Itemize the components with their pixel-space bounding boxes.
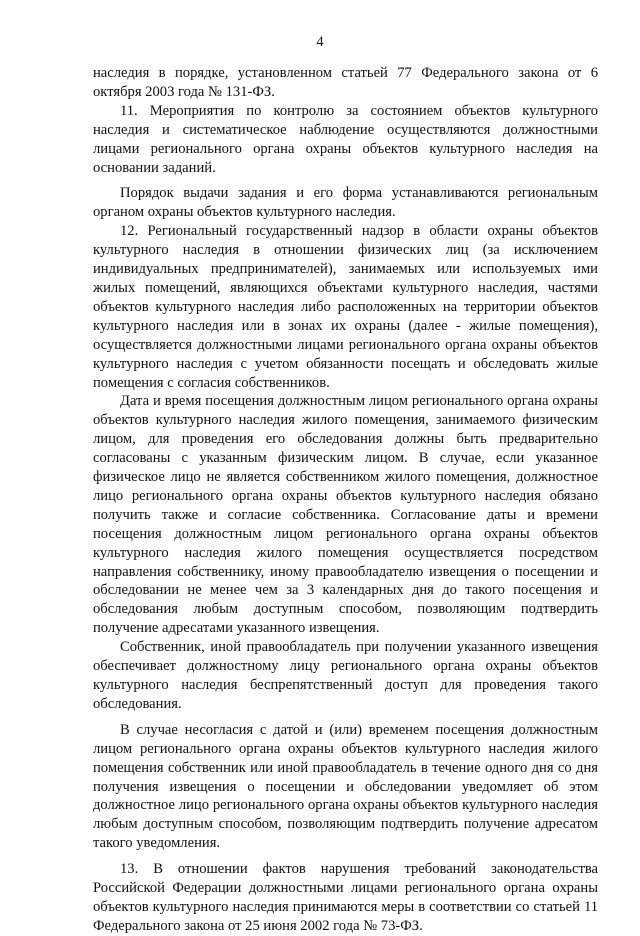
document-body bbox=[93, 64, 598, 936]
paragraph-continuation: наследия в порядке, установленном статьей 77 Федерального закона от 6 октября 2003 года № 131-ФЗ. bbox=[93, 65, 598, 100]
paragraph-task-procedure: Порядок выдачи задания и его форма устанавливаются региональным органом охраны объектов культурного наследия. bbox=[93, 185, 598, 221]
paragraph-item-11: 11. Мероприятия по контролю за состоянием объектов культурного наследия и систематическое наблюдение осуществляются должностными лицами регионального органа охраны объектов культурного наследия на основании заданий. bbox=[93, 102, 598, 176]
paragraph-item-12: 12. Региональный государственный надзор в области охраны объектов культурного наследия в отношении физических лиц (за исключением индивидуальных предпринимателей), занимаемых или используемых ими жилых помещений, являющихся объектами культурного наследия, частями объектов культурного наследия либо расположенных на территории объектов культурного наследия или в зонах их охраны (далее - жилые помещения), осуществляется должностными лицами регионального органа охраны объектов культурного наследия с учетом обязанности посещать и обследовать жилые помещения с согласия собственников. bbox=[93, 223, 598, 391]
paragraph-item-13: 13. В отношении фактов нарушения требований законодательства Российской Федерации должностными лицами регионального органа охраны объектов культурного наследия принимаются меры в соответствии со статьей 11 Федерального закона от 25 июня 2002 года № 73-ФЗ. bbox=[93, 861, 598, 934]
paragraph-disagreement: В случае несогласия с датой и (или) временем посещения должностным лицом регионального органа охраны объектов культурного наследия жилого помещения собственник или иной правообладатель в течение одного дня со дня получения извещения о посещении и обследовании уведомляет об этом должностное лицо регионального органа охраны объектов культурного наследия любым доступным способом, позволяющим подтвердить получение адресатом такого уведомления. bbox=[93, 721, 598, 852]
paragraph-visit-date: Дата и время посещения должностным лицом регионального органа охраны объектов культурного наследия жилого помещения, занимаемого физическим лицом, для проведения его обследования должны быть предварительно согласованы с указанным физическим лицом. В случае, если указанное физическое лицо не является собственником жилого помещения, должностное лицо регионального органа охраны объектов культурного наследия обязано получить также и согласие собственника. Согласование даты и времени посещения должностным лицом регионального органа охраны объектов культурного наследия жилого помещения осуществляется посредством направления собственнику, иному правообладателю извещения о посещении и обследовании не менее чем за 3 календарных дня до такого посещения и обследования любым доступным способом, позволяющим подтвердить получение адресатами указанного извещения. bbox=[93, 393, 598, 637]
page-number: 4 bbox=[316, 34, 324, 50]
paragraph-owner-access: Собственник, иной правообладатель при получении указанного извещения обеспечивает должностному лицу регионального органа охраны объектов культурного наследия беспрепятственный доступ для проведения такого обследования. bbox=[93, 639, 598, 712]
